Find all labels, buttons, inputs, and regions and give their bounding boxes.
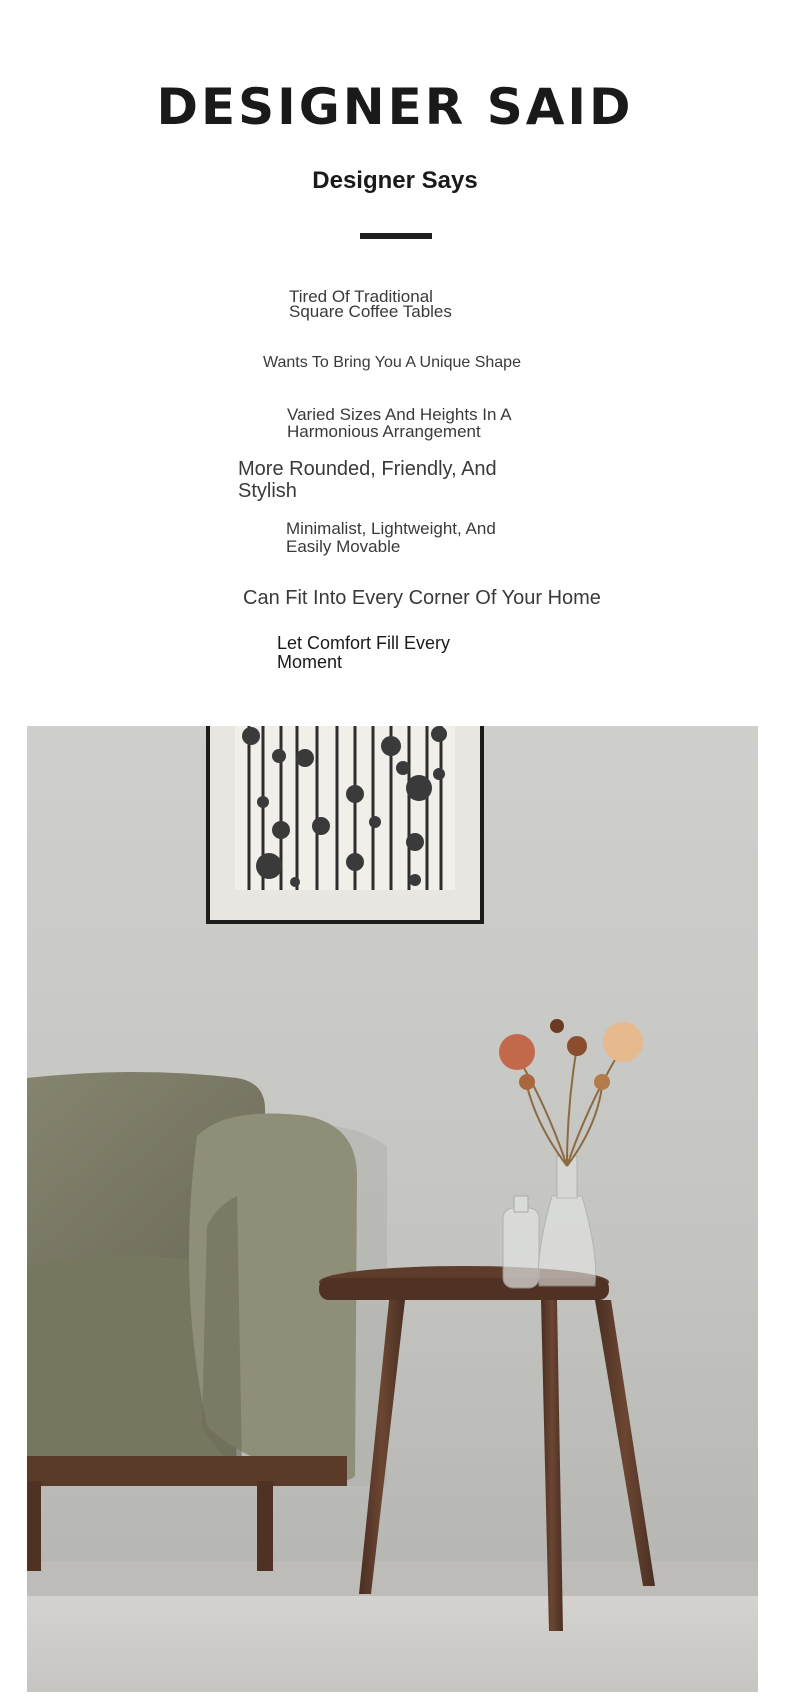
product-photo-illustration (27, 726, 758, 1692)
text-line-3-b: Harmonious Arrangement (287, 422, 481, 441)
product-photo (27, 726, 758, 1692)
title-divider (360, 233, 432, 239)
text-line-6 (243, 588, 601, 608)
text-line-4 (238, 458, 497, 502)
text-line-7 (277, 634, 450, 672)
text-line-3-a: Varied Sizes And Heights In A (287, 405, 512, 424)
framed-art (206, 726, 484, 924)
text-line-7-a: Let Comfort Fill Every (277, 633, 451, 653)
text-line-1-b: Square Coffee Tables (289, 302, 452, 321)
text-line-1 (289, 289, 452, 319)
text-line-5 (286, 520, 496, 556)
text-line-3 (287, 406, 512, 440)
rug (27, 1596, 758, 1692)
text-line-4-b: Stylish (238, 480, 297, 502)
text-line-6-a: Can Fit Into Every Corner Of Your Home (243, 587, 601, 609)
text-line-2-a: Wants To Bring You A Unique Shape (263, 354, 521, 371)
page-subtitle: Designer Says (312, 167, 478, 194)
text-line-2 (263, 355, 521, 371)
text-line-4-a: More Rounded, Friendly, And (238, 458, 497, 480)
text-line-5-a: Minimalist, Lightweight, And (286, 519, 496, 538)
text-line-1-a: Tired Of Traditional (289, 287, 433, 306)
text-line-5-b: Easily Movable (286, 537, 401, 556)
text-line-7-b: Moment (277, 652, 343, 672)
page-title: DESIGNER SAID (156, 78, 634, 136)
